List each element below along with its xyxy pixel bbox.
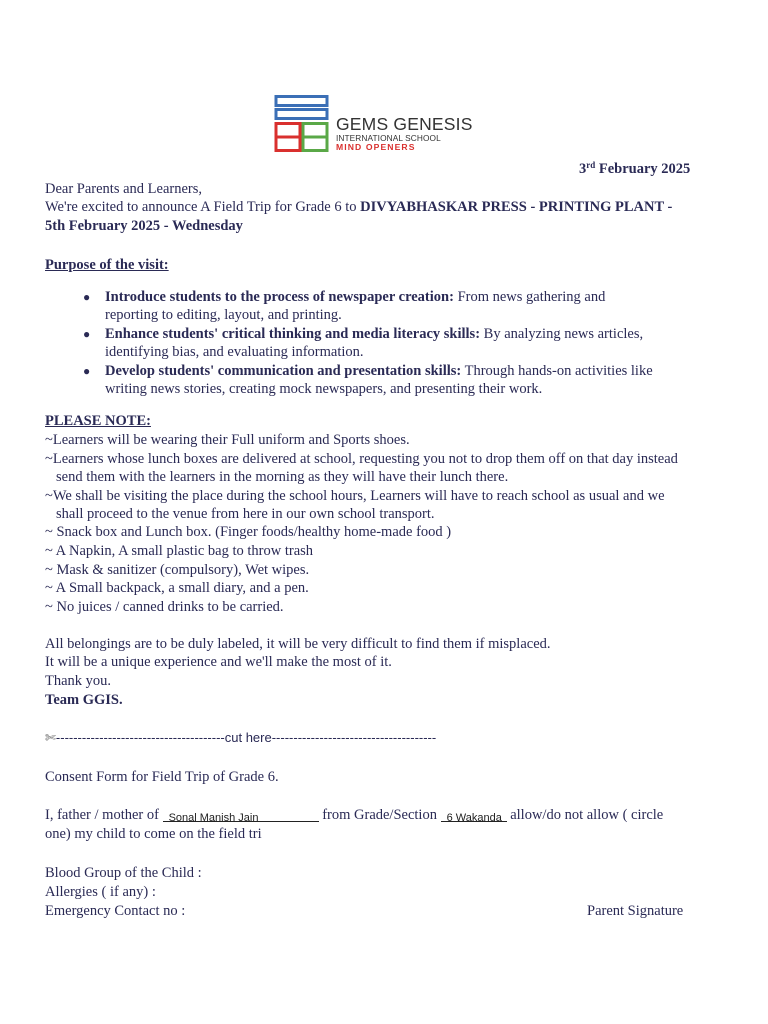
school-logo-mark	[274, 95, 330, 153]
purpose-item-1: Introduce students to the process of newspaper creation: From news gathering and	[105, 289, 606, 305]
bullet-icon: ●	[83, 327, 91, 341]
trip-date: 5th February 2025 - Wednesday	[45, 218, 243, 234]
note-line: ~ A Small backpack, a small diary, and a pen.	[45, 580, 309, 596]
purpose-heading: Purpose of the visit:	[45, 257, 169, 273]
allergies-label: Allergies ( if any) :	[45, 884, 156, 900]
purpose-item-3-cont: writing news stories, creating mock newspapers, and presenting their work.	[105, 381, 543, 397]
scissors-icon: ✄	[45, 730, 56, 745]
thank-you: Thank you.	[45, 673, 112, 689]
logo-subtitle: INTERNATIONAL SCHOOL	[336, 133, 441, 143]
purpose-item-3: Develop students' communication and presentation skills: Through hands-on activities like	[105, 363, 653, 379]
logo-tagline: MIND OPENERS	[336, 142, 416, 152]
bullet-icon: ●	[83, 290, 91, 304]
consent-statement-cont: one) my child to come on the field tri	[45, 826, 262, 842]
bullet-icon: ●	[83, 364, 91, 378]
consent-title: Consent Form for Field Trip of Grade 6.	[45, 769, 279, 785]
note-line: ~ No juices / canned drinks to be carried.	[45, 599, 284, 615]
intro-line: We're excited to announce A Field Trip for Grade 6 to DIVYABHASKAR PRESS - PRINTING PLANT -	[45, 199, 673, 215]
parent-signature-label: Parent Signature	[587, 903, 684, 919]
child-name-field[interactable]: Sonal Manish Jain	[163, 808, 319, 822]
emergency-contact-label: Emergency Contact no :	[45, 903, 186, 919]
purpose-item-2-cont: identifying bias, and evaluating information.	[105, 344, 364, 360]
blood-group-label: Blood Group of the Child :	[45, 865, 202, 881]
note-line: ~ Mask & sanitizer (compulsory), Wet wipes.	[45, 562, 310, 578]
note-line: shall proceed to the venue from here in our own school transport.	[56, 506, 435, 522]
note-line: send them with the learners in the morning as they will have their lunch there.	[56, 469, 509, 485]
letter-date: 3rd February 2025	[579, 160, 691, 177]
purpose-item-2: Enhance students' critical thinking and media literacy skills: By analyzing news articles,	[105, 326, 644, 342]
salutation: Dear Parents and Learners,	[45, 181, 203, 197]
note-line: ~Learners whose lunch boxes are delivered at school, requesting you not to drop them off on that day instead	[45, 451, 678, 467]
note-line: ~Learners will be wearing their Full uniform and Sports shoes.	[45, 432, 410, 448]
note-line: ~ A Napkin, A small plastic bag to throw trash	[45, 543, 314, 559]
note-line: ~ Snack box and Lunch box. (Finger foods/healthy home-made food )	[45, 524, 452, 540]
closing-line: It will be a unique experience and we'll make the most of it.	[45, 654, 392, 670]
team-signoff: Team GGIS.	[45, 692, 123, 708]
logo-name: GEMS GENESIS	[336, 114, 473, 134]
grade-section-field[interactable]: 6 Wakanda	[441, 808, 507, 822]
closing-line: All belongings are to be duly labeled, it will be very difficult to find them if misplaced.	[45, 636, 551, 652]
purpose-item-1-cont: reporting to editing, layout, and printing.	[105, 307, 342, 323]
note-heading: PLEASE NOTE:	[45, 413, 151, 429]
consent-statement: I, father / mother of Sonal Manish Jain from Grade/Section 6 Wakanda allow/do not allow ( circle	[45, 807, 664, 824]
note-line: ~We shall be visiting the place during the school hours, Learners will have to reach school as usual and we	[45, 488, 665, 504]
cut-line: ✄---------------------------------------cut here--------------------------------------	[45, 730, 437, 745]
